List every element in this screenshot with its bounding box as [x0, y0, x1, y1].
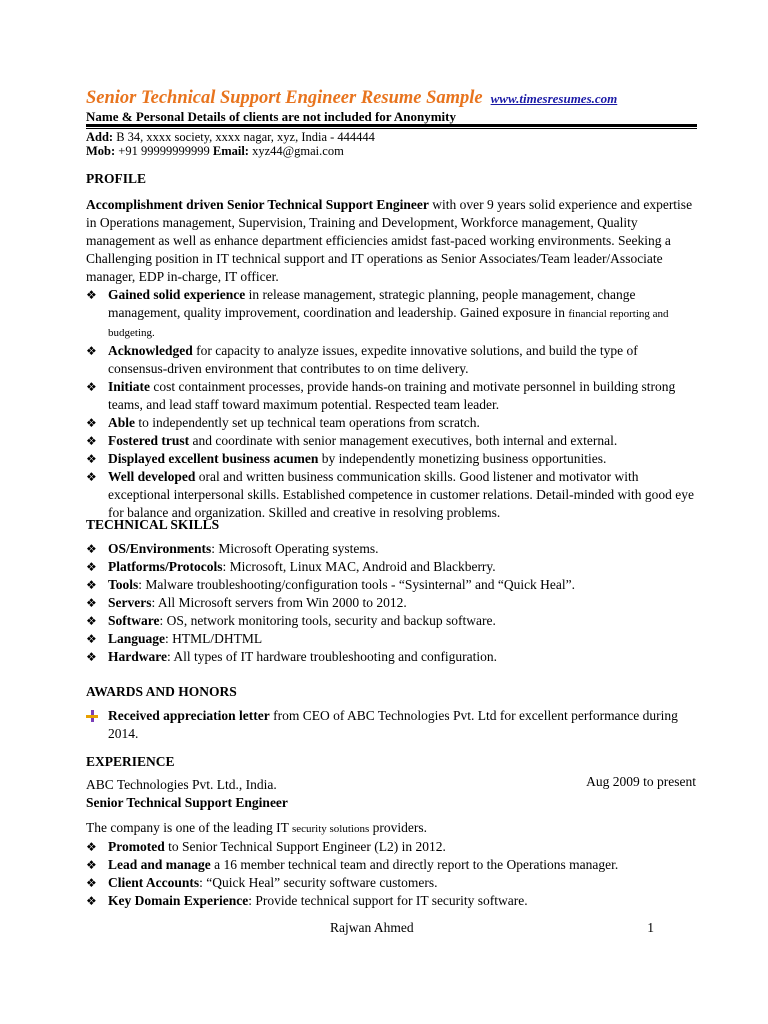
experience-bullet [86, 892, 696, 910]
skill-bullet-bold: Software [108, 613, 160, 628]
profile-bullet-text: oral and written business communication skills. Good listener and motivator with exceptional interpersonal skills. Established competence in customer relations. Detail-minded with good eye for balance and organization. Skilled and creative in resolving problems. [108, 469, 694, 520]
awards-heading: AWARDS AND HONORS [86, 684, 237, 699]
skill-bullet-bold: OS/Environments [108, 541, 212, 556]
skill-bullet [86, 648, 696, 666]
diamond-bullet-icon: ❖ [86, 876, 97, 890]
profile-bullet [86, 414, 696, 432]
experience-bullet-text: to Senior Technical Support Engineer (L2) in 2012. [164, 839, 446, 854]
company-desc-small: security solutions [291, 823, 370, 835]
award-text: from CEO of ABC Technologies Pvt. Ltd for excellent performance during 2014. [108, 708, 678, 741]
skills-heading: TECHNICAL SKILLS [86, 517, 220, 532]
diamond-bullet-icon: ❖ [86, 858, 97, 872]
profile-bullet [86, 450, 696, 468]
award-arrow-icon [86, 710, 98, 722]
profile-bullet-text: by independently monetizing business opportunities. [318, 451, 607, 466]
skill-bullet-text: : HTML/DHTML [165, 631, 263, 646]
skill-bullet-bold: Servers [108, 595, 152, 610]
skill-bullet-text: : Malware troubleshooting/configuration tools - “Sysinternal” and “Quick Heal”. [138, 577, 576, 592]
profile-intro [86, 196, 696, 286]
profile-bullet [86, 286, 696, 342]
skill-bullet-bold: Tools [108, 577, 139, 592]
diamond-bullet-icon: ❖ [86, 380, 97, 394]
skill-bullet-text: : OS, network monitoring tools, security and backup software. [159, 613, 496, 628]
skill-bullet-bold: Language [108, 631, 166, 646]
award-bold: Received appreciation letter [108, 708, 270, 723]
profile-bullet [86, 342, 696, 378]
profile-bullet-small-text: financial reporting and budgeting. [108, 308, 669, 339]
resume-header [86, 88, 686, 125]
profile-bullet [86, 432, 696, 450]
diamond-bullet-icon: ❖ [86, 650, 97, 664]
experience-bullets [86, 838, 696, 910]
profile-bullet-bold: Able [108, 415, 135, 430]
profile-bullet-bold: Initiate [108, 379, 150, 394]
diamond-bullet-icon: ❖ [86, 894, 97, 908]
experience-bullet-text: a 16 member technical team and directly report to the Operations manager. [210, 857, 619, 872]
experience-bullet-text: : Provide technical support for IT security software. [248, 893, 528, 908]
site-link[interactable]: www.timesresumes.com [490, 91, 618, 106]
experience-bullet-bold: Key Domain Experience [108, 893, 249, 908]
diamond-bullet-icon: ❖ [86, 288, 97, 302]
profile-bullet-bold: Well developed [108, 469, 196, 484]
diamond-bullet-icon: ❖ [86, 632, 97, 646]
skill-bullet-text: : Microsoft, Linux MAC, Android and Blackberry. [222, 559, 496, 574]
skill-bullet [86, 630, 696, 648]
skill-bullet-text: : All Microsoft servers from Win 2000 to 2012. [151, 595, 407, 610]
profile-section [86, 170, 696, 522]
diamond-bullet-icon: ❖ [86, 434, 97, 448]
skill-bullet [86, 540, 696, 558]
profile-bullet [86, 378, 696, 414]
profile-intro-text: with over 9 years solid experience and expertise in Operations management, Supervision, Training and Development, Workforce management, Quality management as well as enhance department efficiencies amidst fast-paced working environments. Seeking a Challenging position in IT technical support and IT operations as Senior Associates/Team leader/Associate manager, EDP in-charge, IT officer. [86, 197, 693, 284]
anonymity-note: Name & Personal Details of clients are not included for Anonymity [86, 109, 456, 124]
experience-bullet [86, 838, 696, 856]
profile-bullet [86, 468, 696, 522]
profile-heading: PROFILE [86, 171, 147, 186]
diamond-bullet-icon: ❖ [86, 344, 97, 358]
skill-bullet-bold: Platforms/Protocols [108, 559, 223, 574]
skill-bullet [86, 594, 696, 612]
profile-bullet-text: cost containment processes, provide hands-on training and motivate personnel in building strong teams, and lead staff toward maximum potential. Respected team leader. [108, 379, 676, 412]
skill-bullet-bold: Hardware [108, 649, 167, 664]
profile-bullet-bold: Gained solid experience [108, 287, 246, 302]
header-divider [86, 124, 697, 129]
profile-bullet-text: for capacity to analyze issues, expedite innovative solutions, and build the type of consensus-driven environment that contributes to on time delivery. [108, 343, 638, 376]
diamond-bullet-icon: ❖ [86, 470, 97, 484]
profile-bullet-text: and coordinate with senior management executives, both internal and external. [189, 433, 618, 448]
diamond-bullet-icon: ❖ [86, 614, 97, 628]
company-desc-a: The company is one of the leading IT [86, 820, 292, 835]
award-item [86, 707, 696, 743]
diamond-bullet-icon: ❖ [86, 578, 97, 592]
address-label: Add: [86, 130, 114, 144]
profile-bullets [86, 286, 696, 522]
experience-bullet [86, 874, 696, 892]
experience-bullet-bold: Promoted [108, 839, 165, 854]
email-value: xyz44@gmai.com [248, 144, 344, 158]
job-dates: Aug 2009 to present [586, 774, 696, 789]
diamond-bullet-icon: ❖ [86, 542, 97, 556]
skill-bullet-text: : All types of IT hardware troubleshooting and configuration. [167, 649, 498, 664]
company-desc-b: providers. [369, 820, 428, 835]
profile-bullet-text: in release management, strategic planning, people management, change management, quality improvement, coordination and leadership. Gained exposure in [108, 287, 636, 320]
contact-block [86, 130, 375, 158]
address-value: B 34, xxxx society, xxxx nagar, xyz, India - 444444 [113, 130, 375, 144]
skill-bullet [86, 576, 696, 594]
diamond-bullet-icon: ❖ [86, 416, 97, 430]
skill-bullet [86, 558, 696, 576]
page-number: 1 [647, 920, 654, 935]
job-title: Senior Technical Support Engineer [86, 795, 288, 810]
footer-name: Rajwan Ahmed [330, 920, 414, 935]
skill-bullet-text: : Microsoft Operating systems. [211, 541, 379, 556]
profile-bullet-text: to independently set up technical team operations from scratch. [135, 415, 480, 430]
diamond-bullet-icon: ❖ [86, 560, 97, 574]
resume-title: Senior Technical Support Engineer Resume Sample [86, 88, 483, 108]
skills-bullets [86, 540, 696, 666]
experience-bullet-text: : “Quick Heal” security software customers. [199, 875, 438, 890]
mobile-value: +91 99999999999 [115, 144, 213, 158]
skills-section [86, 516, 696, 666]
awards-section [86, 683, 696, 743]
profile-intro-bold: Accomplishment driven Senior Technical Support Engineer [86, 197, 429, 212]
experience-bullet [86, 856, 696, 874]
awards-bullets [86, 707, 696, 743]
profile-bullet-bold: Displayed excellent business acumen [108, 451, 319, 466]
diamond-bullet-icon: ❖ [86, 452, 97, 466]
diamond-bullet-icon: ❖ [86, 840, 97, 854]
experience-bullet-bold: Lead and manage [108, 857, 211, 872]
job-row [86, 776, 696, 794]
experience-heading: EXPERIENCE [86, 754, 175, 769]
profile-bullet-bold: Fostered trust [108, 433, 190, 448]
company-name: ABC Technologies Pvt. Ltd., India. [86, 777, 277, 792]
company-description [86, 819, 696, 838]
email-label: Email: [212, 144, 249, 158]
diamond-bullet-icon: ❖ [86, 596, 97, 610]
mobile-label: Mob: [86, 144, 116, 158]
skill-bullet [86, 612, 696, 630]
profile-bullet-bold: Acknowledged [108, 343, 193, 358]
experience-bullet-bold: Client Accounts [108, 875, 200, 890]
experience-section [86, 753, 696, 910]
